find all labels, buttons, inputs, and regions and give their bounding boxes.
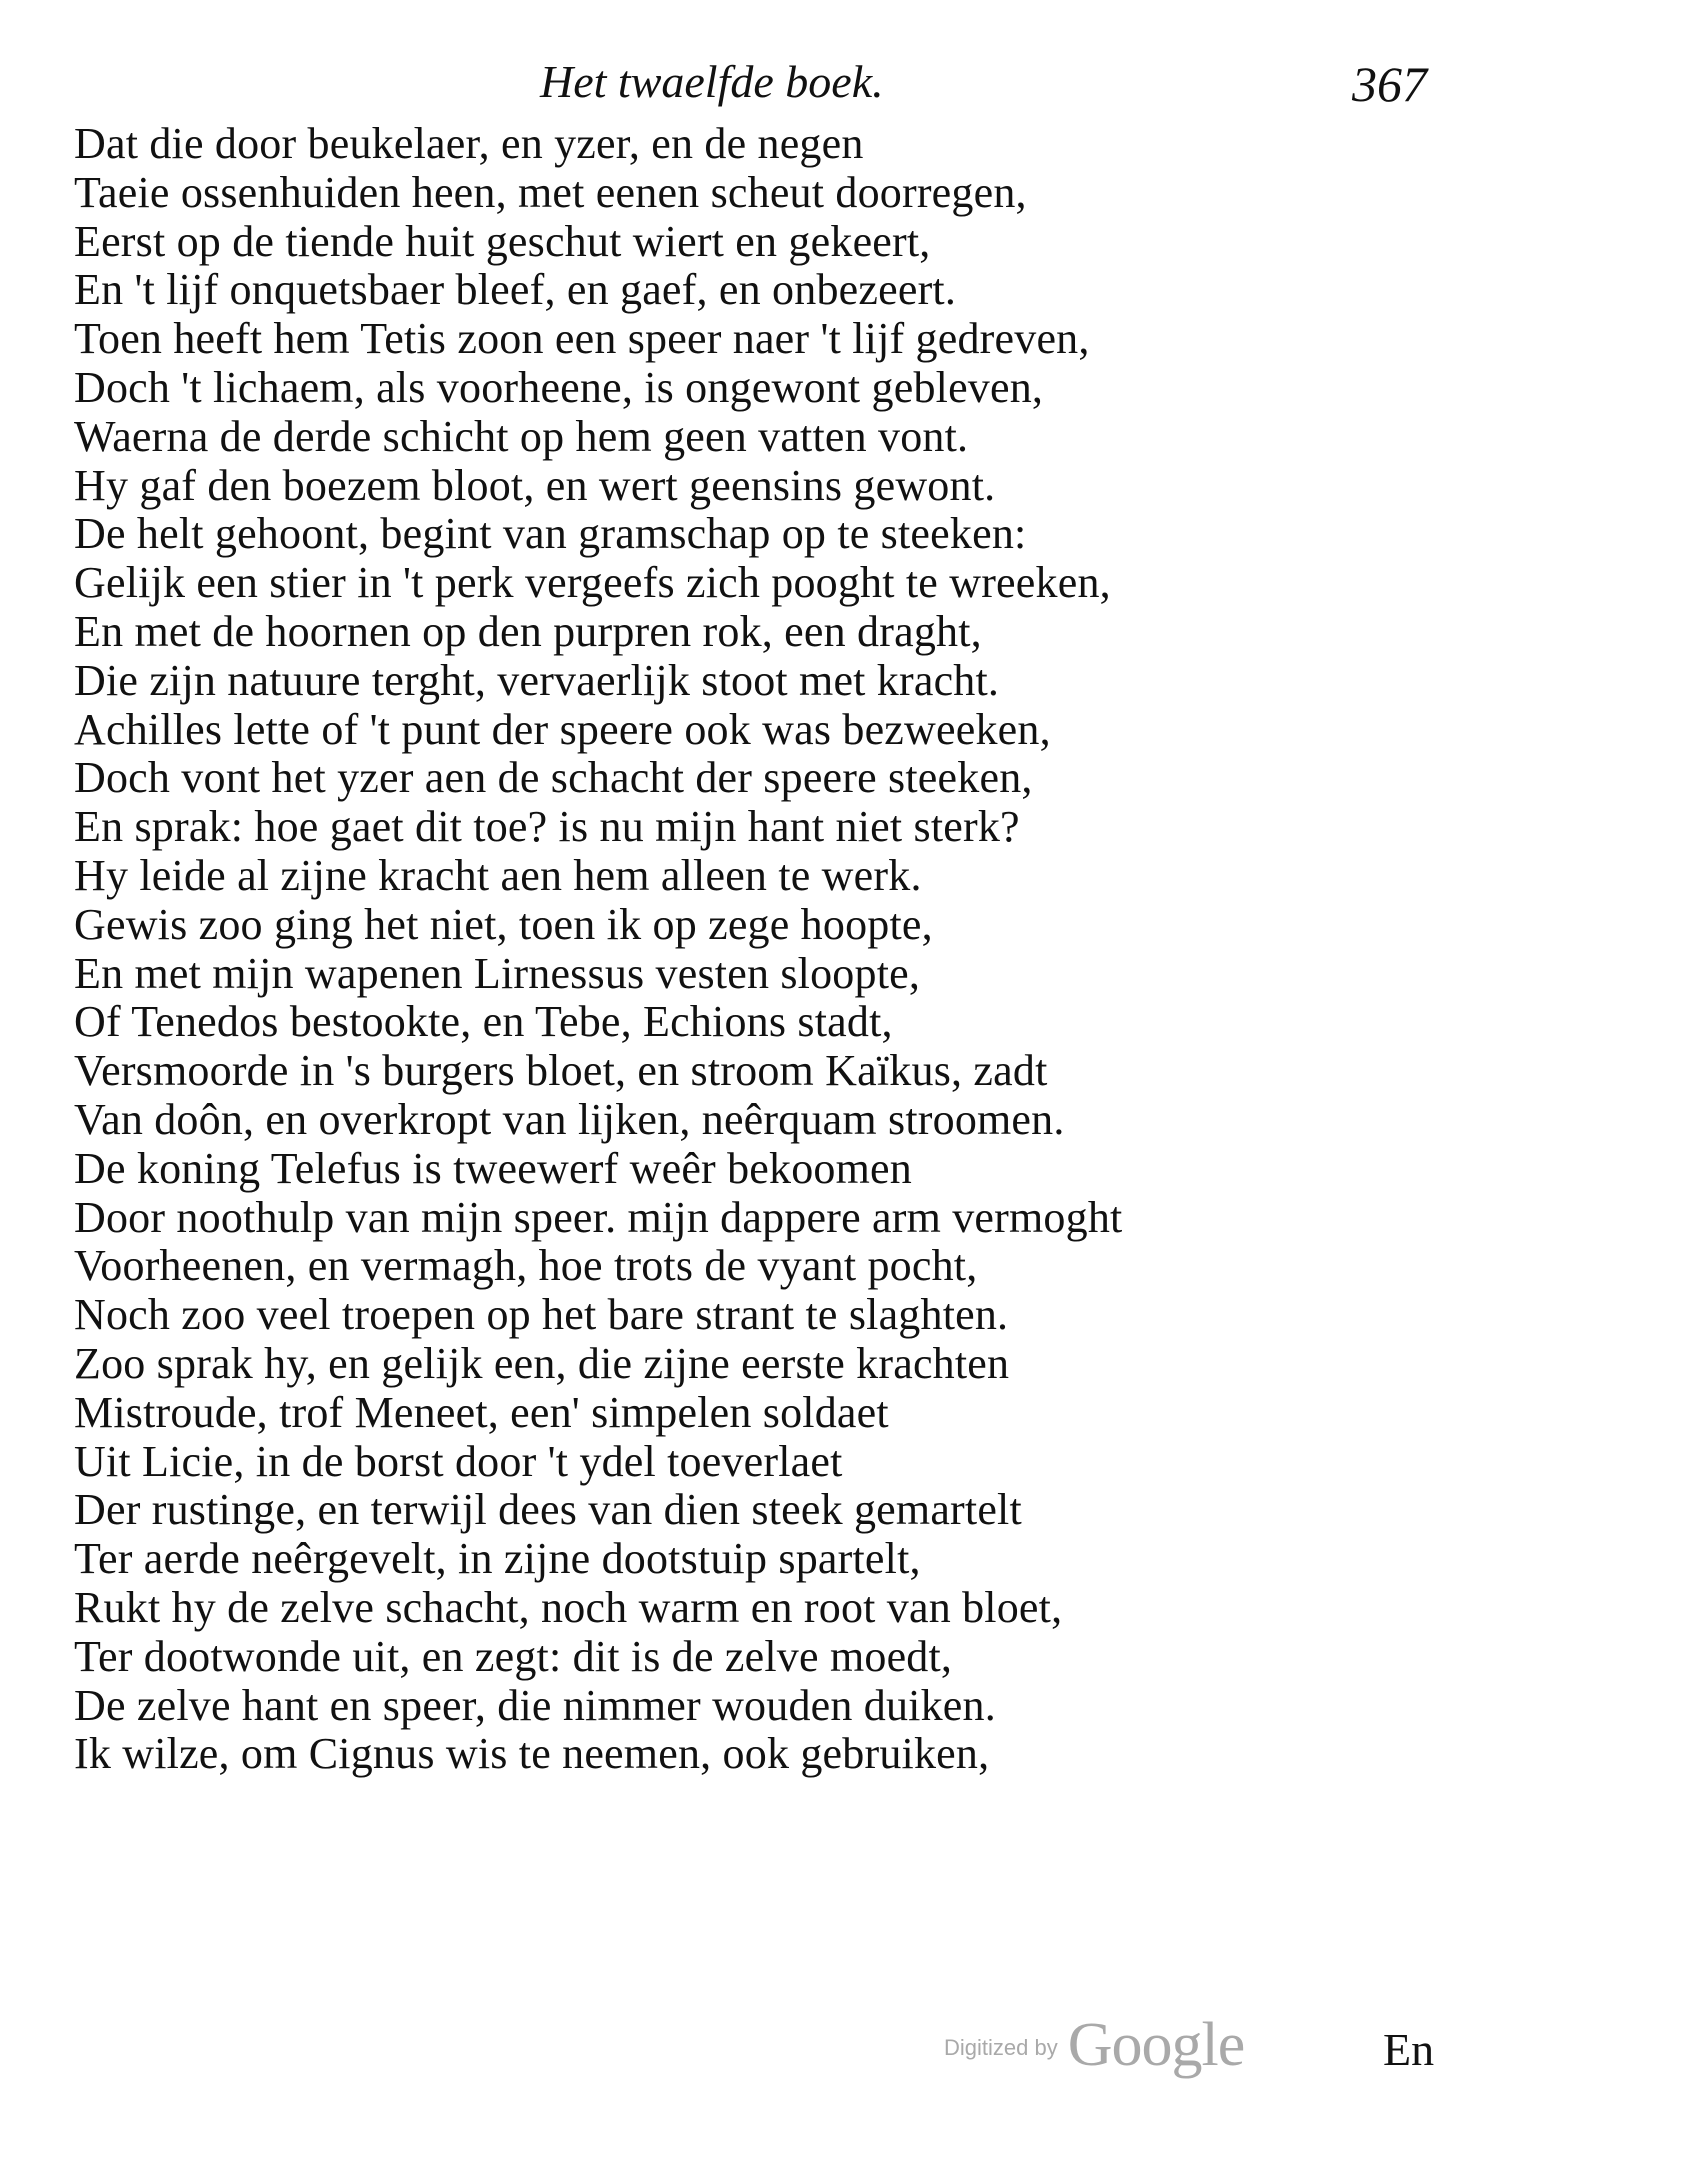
verse-line: Door noothulp van mijn speer. mijn dappere arm vermoght: [74, 1192, 1123, 1242]
verse-line: Gewis zoo ging het niet, toen ik op zege hoopte,: [74, 899, 933, 949]
verse-line: En met mijn wapenen Lirnessus vesten sloopte,: [74, 948, 921, 998]
verse-line: Of Tenedos bestookte, en Tebe, Echions stadt,: [74, 997, 893, 1047]
verse-line: Hy gaf den boezem bloot, en wert geensins gewont.: [74, 460, 996, 510]
verse-line: Mistroude, trof Meneet, een' simpelen soldaet: [74, 1387, 889, 1437]
verse-line: Achilles lette of 't punt der speere ook was bezweeken,: [74, 704, 1051, 754]
verse-line: Zoo sprak hy, en gelijk een, die zijne eerste krachten: [74, 1338, 1010, 1388]
verse-line: Toen heeft hem Tetis zoon een speer naer 't lijf gedreven,: [74, 314, 1090, 364]
verse-line: Taeie ossenhuiden heen, met eenen scheut doorregen,: [74, 167, 1027, 217]
running-head-title: Het twaelfde boek.: [540, 56, 884, 107]
verse-line: Hy leide al zijne kracht aen hem alleen te werk.: [74, 850, 922, 900]
watermark-prefix: Digitized by: [944, 2035, 1058, 2060]
verse-line: Gelijk een stier in 't perk vergeefs zich pooght te wreeken,: [74, 558, 1111, 608]
page-number: 367: [1352, 56, 1427, 112]
verse-line: Uit Licie, in de borst door 't ydel toeverlaet: [74, 1436, 843, 1486]
verse-line: Waerna de derde schicht op hem geen vatten vont.: [74, 411, 969, 461]
verse-line: Versmoorde in 's burgers bloet, en stroom Kaïkus, zadt: [74, 1046, 1048, 1096]
verse-line: Ik wilze, om Cignus wis te neemen, ook gebruiken,: [74, 1729, 990, 1779]
verse-line: Doch 't lichaem, als voorheene, is ongewont gebleven,: [74, 362, 1044, 412]
verse-line: De zelve hant en speer, die nimmer wouden duiken.: [74, 1680, 996, 1730]
verse-line: Eerst op de tiende huit geschut wiert en gekeert,: [74, 216, 931, 266]
verse-line: Doch vont het yzer aen de schacht der speere steeken,: [74, 753, 1033, 803]
verse-text: [74, 120, 1474, 1779]
verse-line: En 't lijf onquetsbaer bleef, en gaef, en onbezeert.: [74, 265, 957, 315]
verse-line: Der rustinge, en terwijl dees van dien steek gemartelt: [74, 1485, 1022, 1535]
verse-line: De helt gehoont, begint van gramschap op te steeken:: [74, 509, 1027, 559]
verse-line: De koning Telefus is tweewerf weêr bekoomen: [74, 1143, 912, 1193]
verse-line: Van doôn, en overkropt van lijken, neêrquam stroomen.: [74, 1094, 1065, 1144]
verse-line: Die zijn natuure terght, vervaerlijk stoot met kracht.: [74, 655, 1000, 705]
verse-line: Noch zoo veel troepen op het bare strant te slaghten.: [74, 1290, 1009, 1340]
verse-line: En met de hoornen op den purpren rok, een draght,: [74, 606, 982, 656]
verse-line: Ter aerde neêrgevelt, in zijne dootstuip spartelt,: [74, 1534, 921, 1584]
verse-line: Ter dootwonde uit, en zegt: dit is de zelve moedt,: [74, 1631, 953, 1681]
digitized-by-google-watermark: [944, 2010, 1244, 2090]
verse-line: En sprak: hoe gaet dit toe? is nu mijn hant niet sterk?: [74, 802, 1020, 852]
google-logo: Google: [1067, 2011, 1245, 2079]
verse-line: Voorheenen, en vermagh, hoe trots de vyant pocht,: [74, 1241, 978, 1291]
running-head: [0, 52, 1681, 112]
catchword: En: [1383, 2024, 1435, 2075]
verse-line: Dat die door beukelaer, en yzer, en de negen: [74, 119, 864, 168]
verse-line: Rukt hy de zelve schacht, noch warm en root van bloet,: [74, 1582, 1063, 1632]
